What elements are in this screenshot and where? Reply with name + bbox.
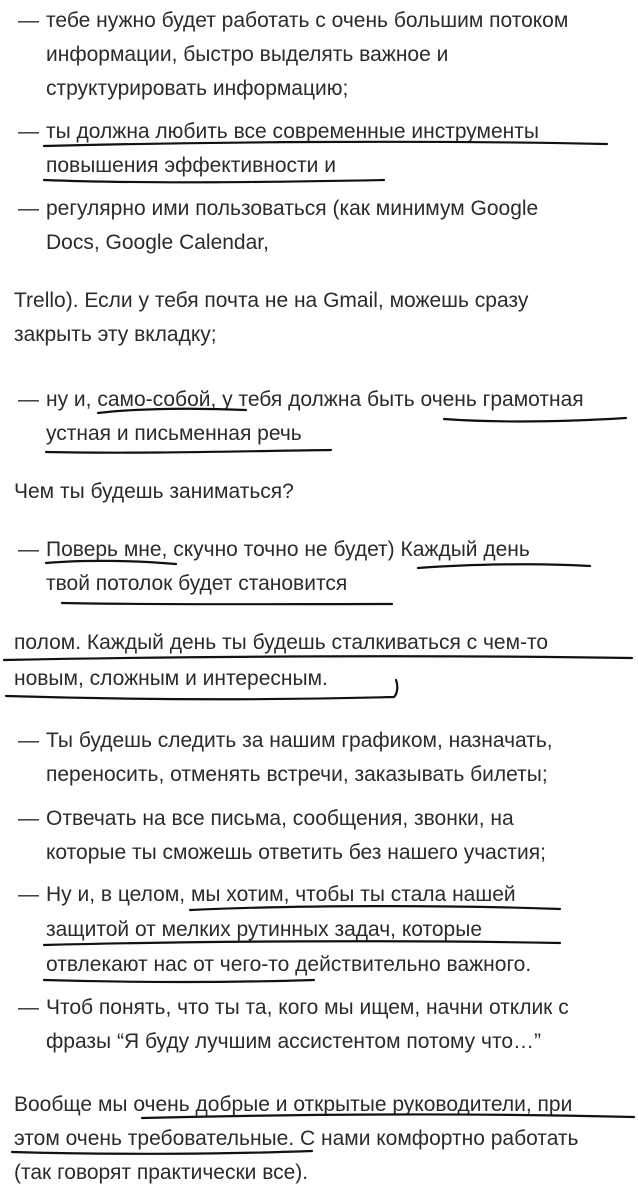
underline-stroke <box>44 180 384 182</box>
list-dash: — <box>18 729 39 752</box>
text-line: переносить, отменять встречи, заказывать билеты; <box>46 763 548 786</box>
text-line: Ты будешь следить за нашим графиком, назначать, <box>46 729 553 752</box>
paragraph-line: полом. Каждый день ты будешь сталкиваться с чем-то <box>14 631 549 654</box>
text-line: устная и письменная речь <box>46 422 302 445</box>
text-line: Поверь мне, скучно точно не будет) Каждый день <box>46 538 530 561</box>
underline-stroke <box>62 603 392 604</box>
text-line: Отвечать на все письма, сообщения, звонки, на <box>46 807 514 830</box>
underline-stroke <box>444 418 626 422</box>
underline-stroke <box>418 564 590 568</box>
paragraph-line: новым, сложным и интересным. <box>14 667 328 690</box>
paragraph-line: этом очень требовательные. С нами комфортно работать <box>14 1127 579 1150</box>
text-line: которые ты сможешь ответить без нашего участия; <box>46 841 546 864</box>
text-line: твой потолок будет становится <box>46 572 348 595</box>
paragraph-line: Вообще мы очень добрые и открытые руководители, при <box>14 1093 573 1116</box>
list-dash: — <box>18 9 39 32</box>
text-line: защитой от мелких рутинных задач, которые <box>46 918 482 941</box>
text-line: структурировать информацию; <box>46 77 349 100</box>
paragraph-line: Trello). Если у тебя почта не на Gmail, можешь сразу <box>14 289 529 312</box>
text-line: отвлекают нас от чего-то действительно важного. <box>46 953 532 976</box>
underline-stroke <box>46 450 331 453</box>
list-dash: — <box>18 197 39 220</box>
text-line: Чтоб понять, что ты та, кого мы ищем, начни отклик с <box>46 996 569 1019</box>
text-line: тебе нужно будет работать с очень большим потоком <box>46 9 569 32</box>
list-dash: — <box>18 538 39 561</box>
text-line: информации, быстро выделять важное и <box>46 43 449 66</box>
text-line: фразы “Я буду лучшим ассистентом потому что…” <box>46 1030 542 1053</box>
list-dash: — <box>18 807 39 830</box>
text-line: регулярно ими пользоваться (как минимум Google <box>46 197 539 220</box>
list-dash: — <box>18 388 39 411</box>
text-line: Docs, Google Calendar, <box>46 231 269 254</box>
paragraph-line: закрыть эту вкладку; <box>14 323 217 346</box>
text-line: ты должна любить все современные инструменты <box>46 120 539 143</box>
section-question: Чем ты будешь заниматься? <box>14 480 294 503</box>
text-line: Ну и, в целом, мы хотим, чтобы ты стала нашей <box>46 883 516 906</box>
underline-stroke <box>44 980 314 982</box>
text-line: ну и, само-собой, у тебя должна быть очень грамотная <box>46 388 584 411</box>
list-dash: — <box>18 120 39 143</box>
paragraph-line: (так говорят практически все). <box>14 1161 309 1184</box>
underline-stroke <box>4 656 632 660</box>
list-dash: — <box>18 996 39 1019</box>
list-dash: — <box>18 883 39 906</box>
text-line: повышения эффективности и <box>46 154 336 177</box>
